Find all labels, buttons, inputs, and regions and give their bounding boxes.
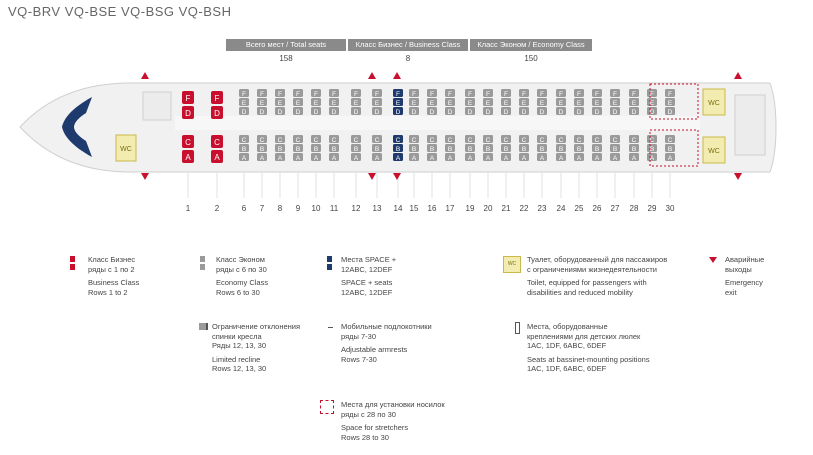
seat-letter: B [649,146,655,153]
stretcher-swatch [320,400,334,414]
seat-letter: E [631,100,637,107]
wc-rear-top-label: WC [708,100,720,107]
legend-text: 12ABC, 12DEF [341,264,393,274]
seat-letter: B [313,146,319,153]
business-swatch [70,264,75,270]
seat-letter: A [277,155,283,162]
seat-letter: C [594,137,600,144]
seat-letter: D [395,109,401,116]
legend-text: Seats at bassinet-mounting positions [527,354,650,364]
legend-text: Rows 6 to 30 [216,287,260,297]
seat-letter: F [613,91,617,98]
wc-rear-bottom-label: WC [708,148,720,155]
row-number: 15 [409,204,419,213]
row-number: 23 [537,204,547,213]
emergency-exit-icon [368,72,376,79]
seat-letter: E [485,100,491,107]
row-number: 13 [372,204,382,213]
seat-letter: F [650,91,654,98]
legend-business [88,255,139,297]
seat-letter: A [521,155,527,162]
seat-letter: C [467,137,473,144]
seat-letter: F [430,91,434,98]
seat-letter: D [539,109,545,116]
row-number: 25 [574,204,584,213]
seat-letter: C [667,137,673,144]
seat-letter: B [667,146,673,153]
seat-letter: A [313,155,319,162]
economy-class-label: Класс Эконом / Economy Class [470,39,592,51]
wc-swatch: WC [503,256,521,273]
legend-text: Класс Эконом [216,255,265,264]
seat-letter: B [353,146,359,153]
row-number: 12 [351,204,361,213]
seat-letter: F [278,91,282,98]
legend-armrests [341,322,432,364]
legend-text: спинки кресла [212,331,262,341]
seat-letter: E [612,100,618,107]
legend-text: Economy Class [216,278,269,287]
business-swatch [70,256,75,262]
seat-letter: F [332,91,336,98]
seat-letter: B [467,146,473,153]
legend-text: креплениями для детских люлек [527,331,641,341]
seat-letter: C [374,137,380,144]
seat-letter: E [411,100,417,107]
seat-letter: B [631,146,637,153]
seat-letter: D [259,109,265,116]
seat-map [0,0,813,200]
seat-letter: E [241,100,247,107]
seat-letter: A [185,153,191,162]
seat-letter: A [241,155,247,162]
legend-text: Аварийные [725,255,765,264]
seat-letter: B [429,146,435,153]
seat-letter: E [313,100,319,107]
seat-letter: C [429,137,435,144]
seat-letter: B [259,146,265,153]
seat-letter: E [374,100,380,107]
seat-letter: D [467,109,473,116]
total-seats-value: 158 [279,54,293,63]
seat-letter: D [485,109,491,116]
seat-letter: D [241,109,247,116]
emergency-exit-icon [368,173,376,180]
seat-letter: A [295,155,301,162]
seat-letter: D [185,109,191,118]
legend-text: Ограничение отклонения [212,322,301,331]
legend-recline [212,322,300,374]
seat-letter: B [503,146,509,153]
economy-swatch [200,264,205,270]
emergency-exit-icon [708,256,718,264]
row-number: 26 [592,204,602,213]
seat-letter: F [540,91,544,98]
seat-letter: A [447,155,453,162]
legend-text: 12ABC, 12DEF [341,287,393,297]
seat-letter: E [539,100,545,107]
aisle [175,116,700,130]
seat-letter: F [468,91,472,98]
seat-letter: A [558,155,564,162]
row-number: 10 [311,204,321,213]
galley-right [735,95,765,155]
seat-letter: C [631,137,637,144]
seat-letter: A [667,155,673,162]
seat-letter: E [503,100,509,107]
seat-letter: D [649,109,655,116]
seat-letter: F [375,91,379,98]
legend-text: Rows 12, 13, 30 [212,364,267,373]
seat-letter: D [576,109,582,116]
seat-letter: C [649,137,655,144]
row-number: 17 [445,204,455,213]
seat-letter: E [521,100,527,107]
seat-letter: D [353,109,359,116]
legend-text: Места, оборудованные [527,322,608,331]
seat-letter: F [260,91,264,98]
seat-letter: F [242,91,246,98]
row-number: 30 [665,204,675,213]
emergency-exit-icon [393,173,401,180]
seat-letter: B [277,146,283,153]
seat-letter: A [259,155,265,162]
seat-letter: C [485,137,491,144]
seat-letter: A [429,155,435,162]
seat-letter: A [612,155,618,162]
seat-letter: E [429,100,435,107]
seat-letter: C [313,137,319,144]
legend-text: Business Class [88,278,140,287]
legend-text: Rows 28 to 30 [341,432,389,442]
legend-text: 1AC, 1DF, 6ABC, 6DEF [527,364,607,373]
seat-letter: F [354,91,358,98]
total-seats-label: Всего мест / Total seats [226,39,346,51]
row-number: 21 [501,204,511,213]
seat-letter: D [631,109,637,116]
legend-text: выходы [725,264,752,274]
row-number: 16 [427,204,437,213]
seat-letter: B [374,146,380,153]
seat-letter: F [486,91,490,98]
seat-letter: C [539,137,545,144]
seat-letter: B [539,146,545,153]
seat-letter: F [595,91,599,98]
seat-letter: C [353,137,359,144]
seat-letter: C [521,137,527,144]
seat-letter: B [447,146,453,153]
seat-letter: A [411,155,417,162]
legend-text: exit [725,287,737,297]
seat-letter: B [295,146,301,153]
seat-letter: D [429,109,435,116]
seat-letter: C [259,137,265,144]
row-number: 14 [393,204,403,213]
row-number: 11 [329,204,339,213]
legend-text: Space for stretchers [341,423,409,432]
seat-letter: E [558,100,564,107]
seat-letter: E [259,100,265,107]
legend-economy [216,255,268,297]
seat-letter: E [295,100,301,107]
seat-letter: E [667,100,673,107]
seat-letter: C [295,137,301,144]
armrest-swatch [328,327,333,328]
seat-letter: B [612,146,618,153]
seat-letter: B [485,146,491,153]
emergency-exit-icon [734,173,742,180]
seat-letter: B [241,146,247,153]
seat-letter: C [576,137,582,144]
seat-letter: C [447,137,453,144]
row-number: 6 [241,204,247,213]
seat-letter: F [668,91,672,98]
economy-seats-value: 150 [524,54,538,63]
wc-front-label: WC [120,146,132,153]
seat-letter: F [448,91,452,98]
seat-letter: D [214,109,220,118]
seat-letter: E [331,100,337,107]
seat-letter: A [539,155,545,162]
seat-letter: B [411,146,417,153]
seat-letter: C [331,137,337,144]
seat-letter: A [331,155,337,162]
seat-letter: C [395,137,401,144]
legend-text: Toilet, equipped for passengers with [527,278,647,287]
seat-letter: D [331,109,337,116]
seat-letter: A [485,155,491,162]
space-swatch [327,264,332,270]
seat-letter: D [612,109,618,116]
row-number: 2 [214,204,220,213]
legend-text: Rows 1 to 2 [88,287,128,297]
seat-letter: A [576,155,582,162]
seat-letter: E [353,100,359,107]
row-number: 24 [556,204,566,213]
seat-letter: B [558,146,564,153]
row-number: 20 [483,204,493,213]
seat-letter: A [594,155,600,162]
seat-letter: C [185,138,191,147]
seat-letter: F [412,91,416,98]
aircraft-registrations: VQ-BRV VQ-BSE VQ-BSG VQ-BSH [8,4,232,19]
seat-letter: F [577,91,581,98]
seat-letter: A [649,155,655,162]
seat-letter: C [503,137,509,144]
row-number: 9 [295,204,301,213]
row-number: 7 [259,204,265,213]
seat-letter: F [504,91,508,98]
business-class-label: Класс Бизнес / Business Class [348,39,468,51]
seat-letter: F [214,94,220,103]
seat-letter: D [295,109,301,116]
seat-letter: A [395,155,401,162]
legend-text: Adjustable armrests [341,345,408,354]
emergency-exit-icon [141,173,149,180]
space-swatch [327,256,332,262]
legend-text: Emergency [725,278,763,287]
seat-letter: B [395,146,401,153]
seat-letter: A [631,155,637,162]
seat-letter: D [503,109,509,116]
recline-swatch [199,323,208,330]
seat-letter: C [214,138,220,147]
row-number: 19 [465,204,475,213]
row-number: 22 [519,204,529,213]
seat-letter: A [503,155,509,162]
seat-letter: F [296,91,300,98]
seat-letter: D [313,109,319,116]
seat-letter: E [395,100,401,107]
seat-letter: B [331,146,337,153]
legend-emergency [725,255,764,297]
legend-text: Туалет, оборудованный для пассажиров [527,255,668,264]
legend-text: Класс Бизнес [88,255,136,264]
seat-letter: D [558,109,564,116]
legend-text: Места SPACE + [341,255,397,264]
bassinet-swatch [515,322,520,334]
legend-text: disabilities and reduced mobility [527,287,633,297]
seat-letter: F [185,94,191,103]
seat-letter: E [576,100,582,107]
row-number: 8 [277,204,283,213]
seat-letter: C [277,137,283,144]
seat-letter: A [467,155,473,162]
row-number: 1 [185,204,191,213]
seat-letter: B [521,146,527,153]
emergency-exit-icon [734,72,742,79]
legend-stretchers [341,400,445,442]
legend-toilet [527,255,667,297]
seat-letter: A [374,155,380,162]
business-seats-value: 8 [405,54,411,63]
legend-space [341,255,396,297]
seat-letter: C [241,137,247,144]
legend-bassinet [527,322,650,374]
legend-text: ряды с 1 по 2 [88,264,135,274]
legend-text: ряды с 6 по 30 [216,264,267,274]
legend-text: Limited recline [212,354,261,364]
seat-letter: D [374,109,380,116]
seat-letter: E [277,100,283,107]
seat-letter: C [612,137,618,144]
seat-letter: D [447,109,453,116]
seat-letter: E [594,100,600,107]
seat-letter: F [522,91,526,98]
legend-text: Мобильные подлокотники [341,322,432,331]
legend-text: ряды с 28 по 30 [341,409,396,419]
economy-swatch [200,256,205,262]
seat-letter: D [411,109,417,116]
seat-letter: F [314,91,318,98]
seat-letter: E [467,100,473,107]
emergency-exit-icon [393,72,401,79]
seat-letter: B [594,146,600,153]
seat-letter: E [649,100,655,107]
legend-text: ряды 7-30 [341,331,377,341]
legend-text: Ряды 12, 13, 30 [212,341,267,350]
seat-letter: D [667,109,673,116]
seat-letter: C [558,137,564,144]
seat-letter: E [447,100,453,107]
legend-text: Места для установки носилок [341,400,445,409]
emergency-exit-icon [141,72,149,79]
seat-letter: A [214,153,220,162]
seat-letter: A [353,155,359,162]
seat-letter: D [521,109,527,116]
seat-letter: F [559,91,563,98]
legend-text: с ограничениями жизнедеятельности [527,264,657,274]
seat-letter: F [396,91,400,98]
seat-letter: C [411,137,417,144]
seat-letter: F [632,91,636,98]
legend-text: 1AC, 1DF, 6ABC, 6DEF [527,341,607,350]
seat-letter: D [594,109,600,116]
row-number: 27 [610,204,620,213]
seat-letter: D [277,109,283,116]
row-number: 28 [629,204,639,213]
seat-letter: B [576,146,582,153]
legend-text: Rows 7-30 [341,354,377,364]
row-number: 29 [647,204,657,213]
galley-left [143,92,171,120]
legend-text: SPACE + seats [341,278,393,287]
